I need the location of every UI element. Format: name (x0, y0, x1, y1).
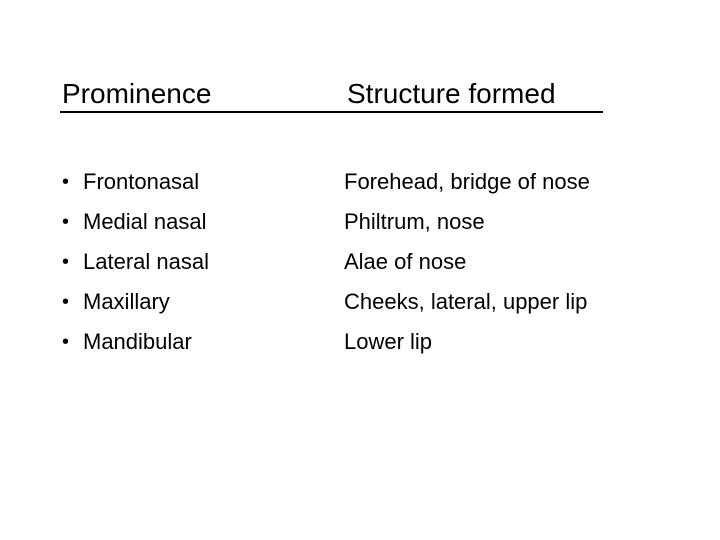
list-item (62, 246, 209, 286)
bullet-icon: • (62, 171, 70, 193)
list-item (344, 206, 590, 246)
bullet-icon: • (62, 251, 70, 273)
list-item (344, 166, 590, 206)
prominence-label: Maxillary (83, 289, 170, 314)
bullet-icon: • (62, 331, 70, 353)
prominence-label: Frontonasal (83, 169, 200, 194)
list-item (62, 206, 209, 246)
structure-label: Cheeks, lateral, upper lip (344, 289, 588, 314)
bullet-icon: • (62, 291, 70, 313)
prominence-label: Medial nasal (83, 209, 207, 234)
bullet-icon: • (62, 211, 70, 233)
list-item (344, 286, 590, 326)
structure-label: Forehead, bridge of nose (344, 169, 590, 194)
prominence-label: Mandibular (83, 329, 192, 354)
structure-label: Alae of nose (344, 249, 467, 274)
heading-structure-formed: Structure formed (347, 78, 556, 109)
heading-underline (60, 111, 603, 113)
list-item (344, 246, 590, 286)
heading-prominence: Prominence (62, 78, 212, 109)
prominence-label: Lateral nasal (83, 249, 209, 274)
list-item (344, 326, 590, 366)
structure-list (344, 166, 590, 366)
structure-label: Lower lip (344, 329, 433, 354)
structure-label: Philtrum, nose (344, 209, 485, 234)
prominence-list (62, 166, 209, 366)
list-item (62, 286, 209, 326)
list-item (62, 326, 209, 366)
list-item (62, 166, 209, 206)
